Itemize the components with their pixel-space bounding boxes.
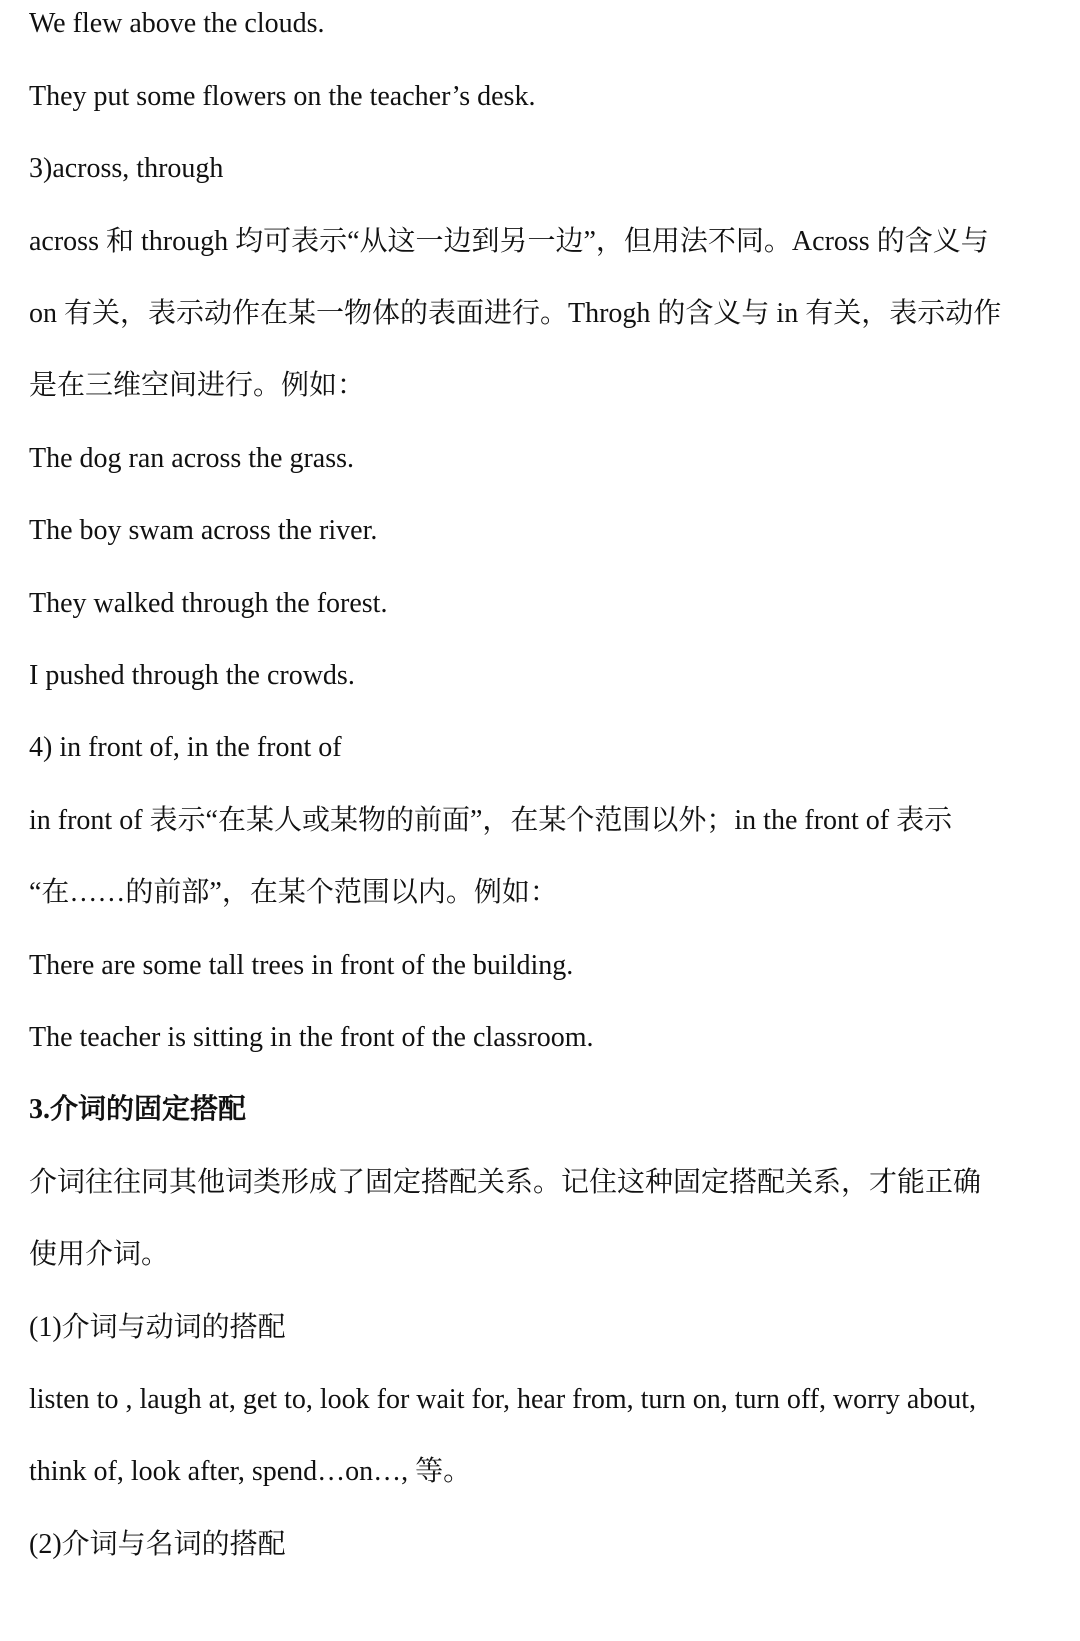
paragraph-line: 是在三维空间进行。例如： <box>29 370 366 401</box>
example-sentence: The dog ran across the grass. <box>29 443 355 474</box>
paragraph-line: in front of 表示“在某人或某物的前面”，在某个范围以外；in the front of 表示 <box>29 805 953 836</box>
collocation-list-line: think of, look after, spend…on…, 等。 <box>29 1456 472 1487</box>
collocation-list-line: listen to , laugh at, get to, look for wait for, hear from, turn on, turn off, worry about, <box>29 1384 977 1415</box>
subsection-heading: 3)across, through <box>29 153 224 184</box>
example-sentence: I pushed through the crowds. <box>29 660 355 691</box>
paragraph-line: across 和 through 均可表示“从这一边到另一边”，但用法不同。Across 的含义与 <box>29 226 989 257</box>
example-sentence: The teacher is sitting in the front of the classroom. <box>29 1022 594 1053</box>
example-sentence: They put some flowers on the teacher’s desk. <box>29 81 536 112</box>
example-sentence: We flew above the clouds. <box>29 8 325 39</box>
paragraph-line: 使用介词。 <box>29 1239 170 1270</box>
paragraph-line: on 有关，表示动作在某一物体的表面进行。Throgh 的含义与 in 有关，表示动作 <box>29 298 1002 329</box>
example-sentence: The boy swam across the river. <box>29 515 378 546</box>
paragraph-line: 介词往往同其他词类形成了固定搭配关系。记住这种固定搭配关系，才能正确 <box>29 1167 982 1198</box>
section-heading: 3.介词的固定搭配 <box>29 1094 247 1125</box>
subsection-heading: (1)介词与动词的搭配 <box>29 1312 286 1343</box>
example-sentence: They walked through the forest. <box>29 588 388 619</box>
paragraph-line: “在……的前部”，在某个范围以内。例如： <box>29 877 558 908</box>
subsection-heading: 4) in front of, in the front of <box>29 732 342 763</box>
subsection-heading: (2)介词与名词的搭配 <box>29 1529 286 1560</box>
example-sentence: There are some tall trees in front of the building. <box>29 950 574 981</box>
